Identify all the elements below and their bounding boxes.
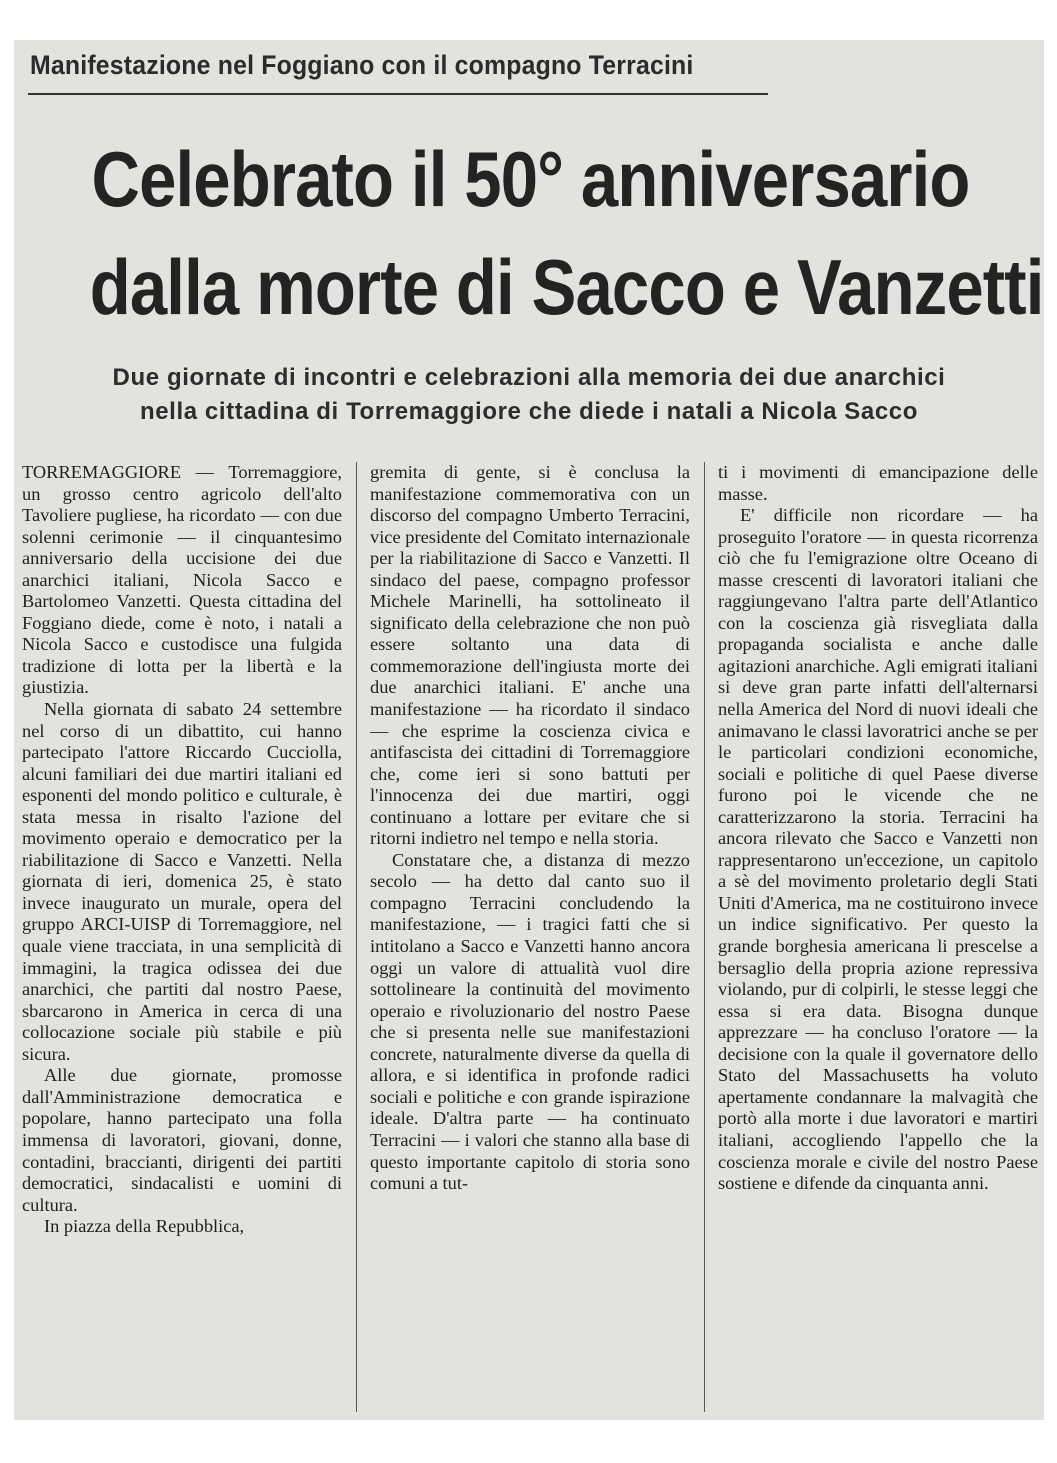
kicker-rule [28, 93, 768, 95]
subtitle-line-2: nella cittadina di Torremaggiore che diede i natali a Nicola Sacco [139, 398, 919, 425]
column-divider [356, 462, 357, 1412]
paragraph: ti i movimenti di emancipazione delle masse. [718, 462, 1038, 504]
paragraph: TORREMAGGIORE — Torremaggiore, un grosso centro agricolo dell'alto Tavoliere pugliese, ha ricordato — con due solenni cerimonie — il cinquantesimo anniversario della uccisione dei due anarchici italiani, Nicola Sacco e Bartolomeo Vanzetti. Questa cittadina del Foggiano diede, come è noto, i natali a Nicola Sacco e custodisce una fulgida tradizione di lotta per la libertà e la giustizia. [22, 462, 342, 698]
kicker-title: Manifestazione nel Foggiano con il compagno Terracini [30, 50, 694, 80]
headline-line-1: Celebrato il 50° anniversario [91, 135, 970, 223]
paragraph: Constatare che, a distanza di mezzo secolo — ha detto dal canto suo il compagno Terracini concludendo la manifestazione, — i tragici fatti che si intitolano a Sacco e Vanzetti hanno ancora oggi un valore di attualità vuol dire sottolineare la continuità del movimento operaio e rivoluzionario del nostro Paese che si presenta nelle sue manifestazioni concrete, naturalmente diverse da quella di allora, e si identifica in profonde radici sociali e politiche e con grande ispirazione ideale. D'altra parte — ha continuato Terracini — i valori che stanno alla base di questo importante capitolo di storia sono comuni a tut- [370, 849, 690, 1194]
paragraph: Alle due giornate, promosse dall'Amministrazione democratica e popolare, hanno partecipato una folla immensa di lavoratori, giovani, donne, contadini, braccianti, dirigenti dei partiti democratici, sindacalisti e uomini di cultura. [22, 1065, 342, 1215]
paragraph: gremita di gente, si è conclusa la manifestazione commemorativa con un discorso del compagno Umberto Terracini, vice presidente del Comitato internazionale per la riabilitazione di Sacco e Vanzetti. Il sindaco del paese, compagno professor Michele Marinelli, ha sottolineato il significato della celebrazione che non può essere soltanto una data di commemorazione dell'ingiusta morte dei due anarchici italiani. E' anche una manifestazione — ha ricordato il sindaco — che esprime la coscienza civica e antifascista dei cittadini di Torremaggiore che, come ieri si sono battuti per l'innocenza dei due martiri, oggi continuano a lottare per evitare che si ritorni indietro nel tempo e nella storia. [370, 462, 690, 849]
paragraph: In piazza della Repubblica, [44, 1216, 245, 1237]
paragraph: Nella giornata di sabato 24 settembre nel corso di un dibattito, cui hanno partecipato l'attore Riccardo Cucciolla, alcuni familiari dei due martiri italiani ed esponenti del mondo politico e culturale, è stata messa in risalto l'azione del movimento operaio e democratico per la riabilitazione di Sacco e Vanzetti. Nella giornata di ieri, domenica 25, è stato invece inaugurato un murale, opera del gruppo ARCI-UISP di Torremaggiore, nel quale viene tracciata, in una semplicità di immagini, la tragica odissea dei due anarchici, che partiti dal nostro Paese, sbarcarono in America in cerca di una collocazione sociale più stabile e più sicura. [22, 699, 342, 1064]
subtitle-line-1: Due giornate di incontri e celebrazioni alla memoria dei due anarchici [112, 364, 946, 391]
column-divider [704, 462, 705, 1412]
article-column-3 [718, 462, 1038, 1195]
article-column-2 [370, 462, 690, 1195]
article-column-1 [22, 462, 342, 1238]
headline-line-2: dalla morte di Sacco e Vanzetti [89, 243, 1044, 331]
paragraph: E' difficile non ricordare — ha proseguito l'oratore — in questa ricorrenza ciò che fu l'emigrazione oltre Oceano di masse crescenti di lavoratori italiani che raggiungevano l'altra parte dell'Atlantico con la coscienza già risvegliata dalla propaganda socialista e anche dalle agitazioni anarchiche. Agli emigrati italiani si deve gran parte infatti dell'alternarsi nella America del Nord di nuovi ideali che animavano le classi lavoratrici anche se per le particolari condizioni economiche, sociali e politiche di quel Paese diverse furono poi le vicende che ne caratterizzarono la storia. Terracini ha ancora rilevato che Sacco e Vanzetti non rappresentarono un'eccezione, un capitolo a sè del movimento proletario degli Stati Uniti d'America, ma ne costituirono invece un indice significativo. Per questo la grande borghesia americana li prescelse a bersaglio della propria azione repressiva violando, pur di colpirli, le stesse leggi che essa si era data. Bisogna dunque apprezzare — ha concluso l'oratore — la decisione con la quale il governatore dello Stato del Massachusetts ha voluto apertamente condannare la malvagità che portò alla morte i due lavoratori e martiri italiani, accogliendo l'appello che la coscienza morale e civile del nostro Paese sostiene e difende da cinquanta anni. [718, 505, 1038, 1194]
